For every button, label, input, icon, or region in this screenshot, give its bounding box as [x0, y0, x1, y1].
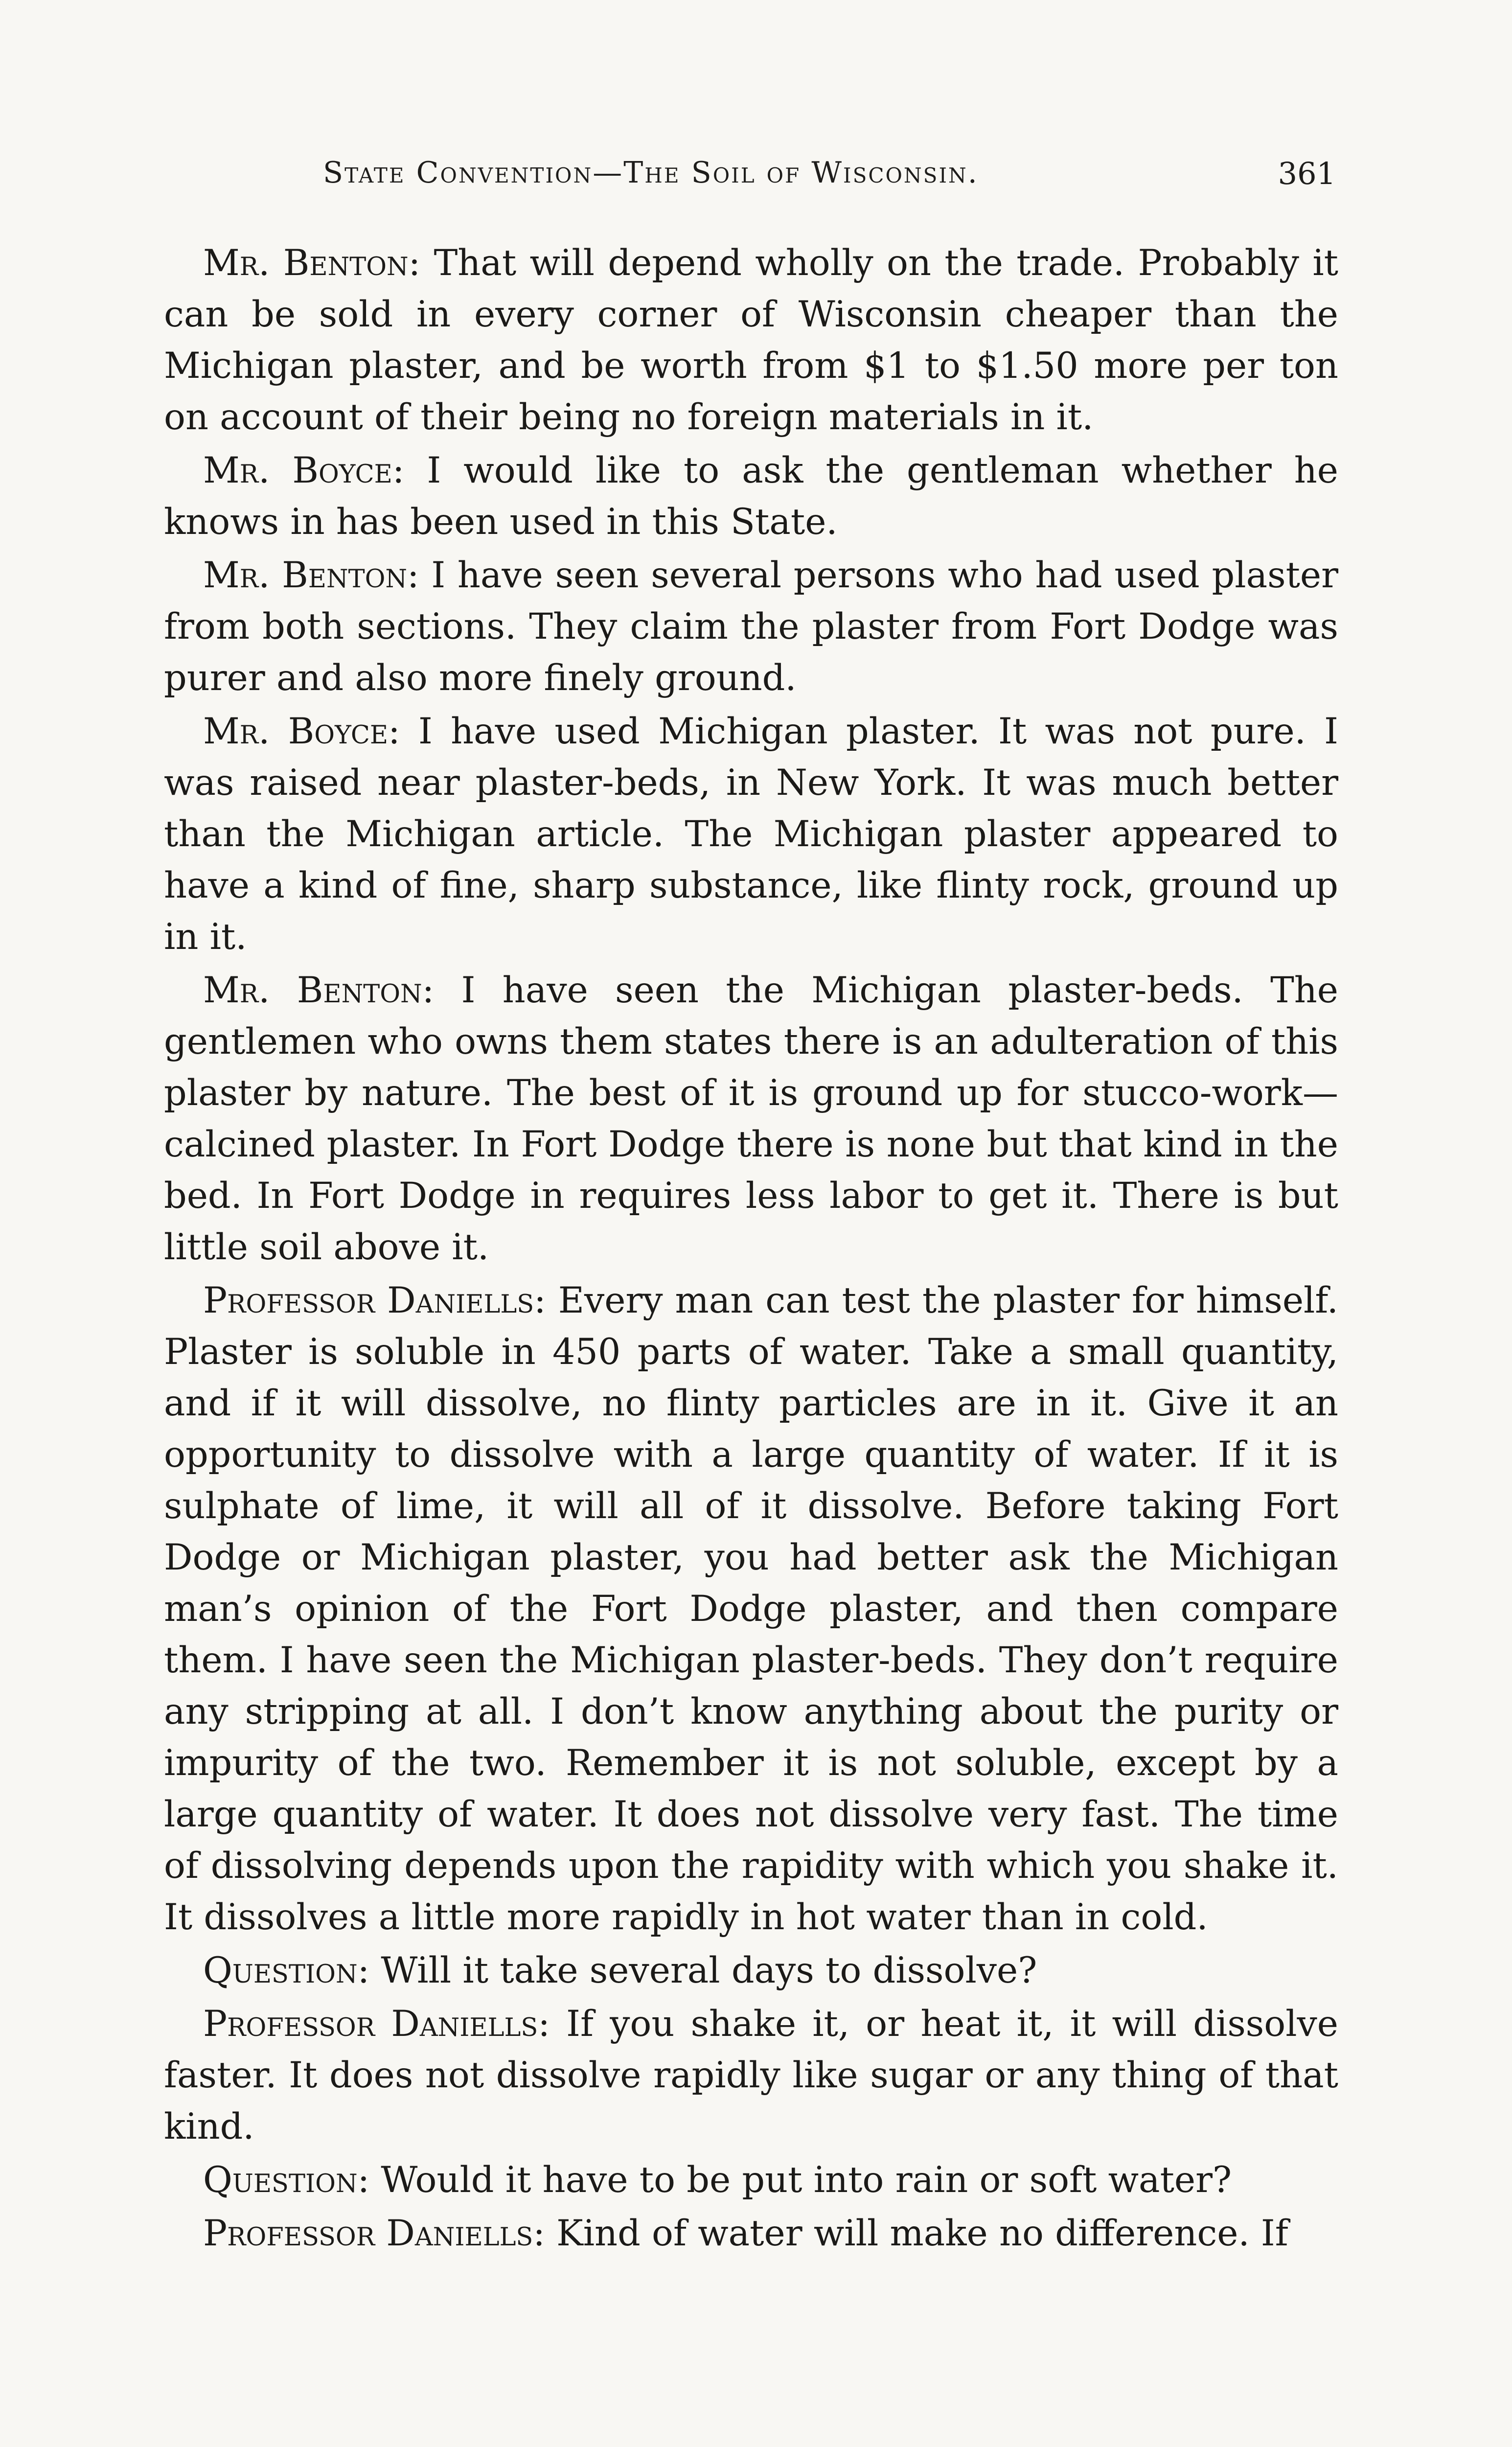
paragraph-text: Would it have to be put into rain or soft water?: [369, 2159, 1232, 2201]
page-header: [274, 156, 1346, 214]
paragraph-text: I have used Michigan plaster. It was not pure. I was raised near plaster-beds, in New York. It was much better than the Michigan article. The Michigan plaster appeared to have a kind of fine, sharp substance, like flinty rock, ground up in it.: [164, 711, 1338, 958]
paragraph: [164, 550, 1338, 704]
speaker-label: Mr. Benton:: [203, 554, 419, 596]
paragraph: [164, 2154, 1338, 2206]
paragraph-text: That will depend wholly on the trade. Probably it can be sold in every corner of Wisconsin cheaper than the Michigan plaster, and be worth from $1 to $1.50 more per ton on account of their being no foreign materials in it.: [164, 242, 1339, 438]
speaker-label: Mr. Benton:: [203, 970, 435, 1011]
paragraph: [164, 706, 1338, 963]
speaker-label: Professor Daniells:: [203, 2213, 545, 2254]
paragraph-text: Will it take several days to dissolve?: [369, 1950, 1037, 1991]
paragraph: [164, 2208, 1338, 2259]
speaker-label: Professor Daniells:: [203, 2003, 550, 2045]
running-head: State Convention—The Soil of Wisconsin.: [323, 156, 979, 190]
paragraph-text: If you shake it, or heat it, it will dissolve faster. It does not dissolve rapidly like sugar or any thing of that kind.: [164, 2003, 1338, 2147]
paragraph: [164, 445, 1338, 548]
paragraph-text: I have seen several persons who had used plaster from both sections. They claim the plaster from Fort Dodge was purer and also more finely ground.: [164, 554, 1338, 699]
speaker-label: Mr. Boyce:: [203, 450, 405, 491]
paragraph-text: I have seen the Michigan plaster-beds. The gentlemen who owns them states there is an adulteration of this plaster by nature. The best of it is ground up for stucco-work—calcined plaster. In Fort Dodge there is none but that kind in the bed. In Fort Dodge in requires less labor to get it. There is but little soil above it.: [164, 970, 1338, 1268]
paragraph: [164, 237, 1338, 443]
paragraph-text: Every man can test the plaster for himself. Plaster is soluble in 450 parts of water. Take a small quantity, and if it will dissolve, no flinty particles are in it. Give it an opportunity to dissolve with a large quantity of water. If it is sulphate of lime, it will all of it dissolve. Before taking Fort Dodge or Michigan plaster, you had better ask the Michigan man’s opinion of the Fort Dodge plaster, and then compare them. I have seen the Michigan plaster-beds. They don’t require any stripping at all. I don’t know anything about the purity or impurity of the two. Remember it is not soluble, except by a large quantity of water. It does not dissolve very fast. The time of dissolving depends upon the rapidity with which you shake it. It dissolves a little more rapidly in hot water than in cold.: [164, 1280, 1338, 1938]
paragraph: [164, 1275, 1338, 1943]
paragraph: [164, 965, 1338, 1273]
page-number: 361: [1278, 156, 1336, 191]
paragraph: [164, 1945, 1338, 1996]
speaker-label: Mr. Boyce:: [203, 711, 400, 752]
paragraph-text: I would like to ask the gentleman whether he knows in has been used in this State.: [164, 450, 1338, 543]
body-text: [164, 237, 1338, 2259]
paragraph: [164, 1998, 1338, 2152]
speaker-label: Question:: [203, 1950, 370, 1991]
speaker-label: Professor Daniells:: [203, 1280, 546, 1321]
speaker-label: Question:: [203, 2159, 370, 2201]
paragraph-text: Kind of water will make no difference. If: [545, 2213, 1288, 2254]
speaker-label: Mr. Benton:: [203, 242, 421, 284]
